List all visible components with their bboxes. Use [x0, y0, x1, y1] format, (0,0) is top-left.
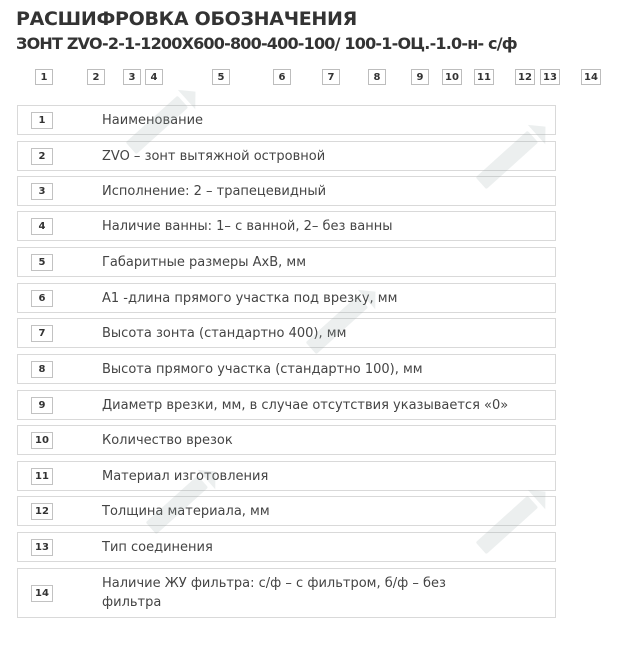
legend-text: Высота зонта (стандартно 400), мм [102, 325, 347, 341]
legend-text: Наименование [102, 112, 204, 128]
position-marker-14: 14 [581, 69, 601, 85]
legend-number: 2 [31, 148, 53, 165]
legend-number: 11 [31, 468, 53, 485]
legend-row-10 [17, 425, 556, 455]
legend-row-4 [17, 211, 556, 241]
position-marker-13: 13 [540, 69, 560, 85]
legend-text: А1 -длина прямого участка под врезку, мм [102, 290, 398, 306]
position-marker-6: 6 [273, 69, 291, 85]
legend-number: 5 [31, 254, 53, 271]
legend-row-9 [17, 390, 556, 420]
legend-number: 3 [31, 183, 53, 200]
legend-row-6 [17, 283, 556, 313]
position-marker-11: 11 [474, 69, 494, 85]
legend-row-8 [17, 354, 556, 384]
legend-row-12 [17, 496, 556, 526]
legend-number: 12 [31, 503, 53, 520]
designation-code: ЗОНТ ZVO-2-1-1200Х600-800-400-100/ 100-1-ОЦ.-1.0-н- с/ф [16, 34, 517, 53]
position-marker-9: 9 [411, 69, 429, 85]
legend-row-11 [17, 461, 556, 491]
legend-row-2 [17, 141, 556, 171]
legend-number: 8 [31, 361, 53, 378]
legend-number: 7 [31, 325, 53, 342]
legend-row-5 [17, 247, 556, 277]
legend-row-13 [17, 532, 556, 562]
legend-text: Тип соединения [102, 539, 213, 555]
position-marker-12: 12 [515, 69, 535, 85]
legend-text: Количество врезок [102, 432, 233, 448]
position-marker-5: 5 [212, 69, 230, 85]
position-marker-3: 3 [123, 69, 141, 85]
legend-row-3 [17, 176, 556, 206]
position-marker-2: 2 [87, 69, 105, 85]
title: РАСШИФРОВКА ОБОЗНАЧЕНИЯ [16, 8, 357, 30]
legend-text: Высота прямого участка (стандартно 100), мм [102, 361, 423, 377]
position-marker-1: 1 [35, 69, 53, 85]
legend-number: 13 [31, 539, 53, 556]
position-marker-10: 10 [442, 69, 462, 85]
legend-number: 9 [31, 397, 53, 414]
legend-row-7 [17, 318, 556, 348]
position-marker-7: 7 [322, 69, 340, 85]
legend-row-1 [17, 105, 556, 135]
legend-text: Наличие ЖУ фильтра: с/ф – с фильтром, б/ф – без фильтра [102, 576, 446, 610]
legend-text: Исполнение: 2 – трапецевидный [102, 183, 327, 199]
legend-text: Габаритные размеры АхВ, мм [102, 254, 307, 270]
legend-text: ZVO – зонт вытяжной островной [102, 148, 326, 164]
legend-number: 10 [31, 432, 53, 449]
legend-text: Материал изготовления [102, 468, 269, 484]
legend-number: 6 [31, 290, 53, 307]
legend-number: 1 [31, 112, 53, 129]
position-marker-8: 8 [368, 69, 386, 85]
legend-number: 4 [31, 218, 53, 235]
legend-row-14 [17, 568, 556, 618]
legend-text: Наличие ванны: 1– с ванной, 2– без ванны [102, 218, 393, 234]
legend-number: 14 [31, 585, 53, 602]
position-marker-4: 4 [145, 69, 163, 85]
legend-text: Толщина материала, мм [102, 503, 270, 519]
legend-text: Диаметр врезки, мм, в случае отсутствия указывается «0» [102, 397, 509, 413]
